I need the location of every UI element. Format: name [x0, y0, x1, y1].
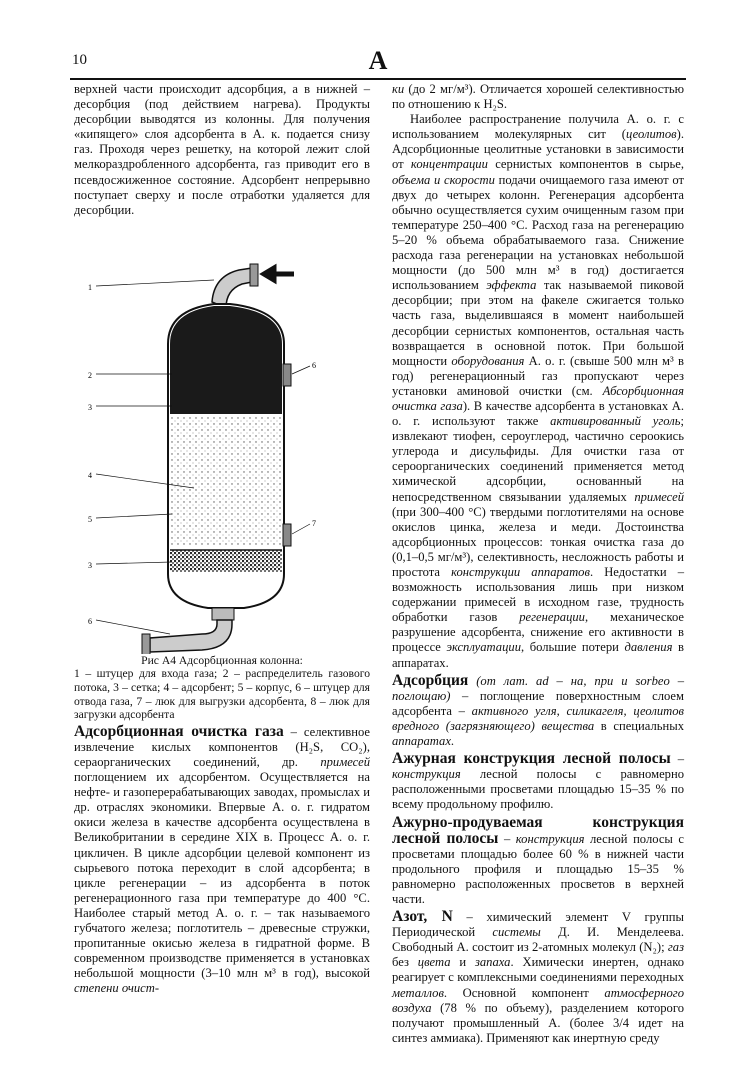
- italic-term: цвета: [417, 955, 451, 970]
- text-run: лесной полосы с равномерно расположенными просветами площадью 15–35 % по всему продольному профилю.: [392, 767, 684, 812]
- section-letter: А: [368, 46, 388, 75]
- text-run: (при 300–400 °С) твердыми поглотителями на основе окислов цинка, железа и меди. Достоинства адсорбционных процессов: тонкая очистка газа до (0,1–0,5 мг/м³), селективность, несложность работы и простота: [392, 504, 684, 579]
- headword: Азот, N: [392, 908, 453, 926]
- italic-term: системы: [492, 925, 541, 940]
- entry-blown-lattice-construction: [392, 815, 684, 908]
- italic-term: конструкция: [392, 767, 461, 782]
- outlet-pipe: [150, 620, 232, 652]
- text-run: –: [498, 831, 516, 846]
- left-column: [74, 82, 370, 997]
- italic-term: конструкции аппаратов: [451, 565, 590, 579]
- label-3-bottom: 3: [88, 560, 92, 570]
- entry-lattice-construction: [392, 751, 684, 812]
- text-run: лесной полосы с просветами площадью более 60 % в нижней части продольного профиля и площадью 15–35 % равномерно расположенных просветов в верхней части.: [392, 831, 684, 906]
- italic-term: газ: [667, 940, 684, 955]
- italic-term: ки: [392, 82, 405, 96]
- label-6-bottom: 6: [88, 616, 92, 626]
- italic-term: активного угля, силикагеля, цеолитов вредного (загрязняющего) вещества: [392, 703, 685, 733]
- text-run: в аппаратах.: [392, 640, 684, 670]
- italic-term: аппаратах: [392, 734, 451, 749]
- text-run: так называемой пиковой десорбции; при этом на факеле сжигается только часть газа, выделившаяся в момент наибольшей десорбции сернистых компонентов, остальная часть возвращается в основной поток. При большой мощности: [392, 278, 684, 368]
- distributor-zone: [170, 306, 282, 414]
- text-run: Д. И. Менделеева. Свободный А. состоит из 2-атомных молекул (N₂);: [392, 925, 684, 955]
- text-run: – поглощение поверхностным слоем адсорбента –: [392, 688, 684, 718]
- italic-term: атмосферного воздуха: [392, 985, 684, 1015]
- italic-term: примесей: [320, 755, 370, 769]
- entry-nitrogen: [392, 909, 684, 1046]
- text-run: и: [450, 955, 475, 970]
- label-4: 4: [88, 470, 92, 480]
- label-5: 5: [88, 514, 92, 524]
- headword: Ажурная конструкция лесной полосы: [392, 750, 671, 768]
- text-run: Наиболее распространение получила А. о. г. с использованием молекулярных сит (: [392, 112, 684, 142]
- text-run: (78 % по объему), разделением которого получают промышленный А. (более 3/4 идет на синтез аммиака). Применяют как инертную среду: [392, 1000, 684, 1045]
- italic-term: эксплуатации: [446, 640, 521, 655]
- text-run: , большие потери: [521, 640, 625, 655]
- italic-term: давления: [624, 640, 673, 655]
- text-run: ; извлекают тиофен, сероуглерод, частично сероокись углерода и дисульфиды. Для очистки газа от сероорганических соединений применяется метод химической адсорбции, основанный на непосредственном связывании удаляемых: [392, 414, 684, 504]
- italic-term: степени очист-: [74, 981, 160, 996]
- label-7: 7: [312, 518, 316, 528]
- figure-caption: [74, 654, 370, 722]
- text-run: – селективное извлечение кислых компонентов (H₂S, CO₂), сераорганических соединений, др.: [74, 724, 370, 769]
- italic-term: объема и скорости: [392, 172, 495, 187]
- italic-term: примесей: [634, 489, 684, 504]
- text-run: сернистых компонентов в сырье,: [487, 157, 684, 172]
- unloading-hatch: [283, 524, 291, 546]
- text-run: ). Адсорбционные цеолитные установки в зависимости от: [392, 127, 684, 172]
- headword: Адсорбция: [392, 671, 469, 689]
- molecular-sieves-paragraph: [392, 112, 684, 670]
- label-1: 1: [88, 282, 92, 292]
- italic-term: Абсорбционная очистка газа: [392, 383, 684, 413]
- entry-adsorption-gas-cleaning: [74, 724, 370, 997]
- italic-term: (от лат. ad – на, при и sorbeo – поглощаю): [392, 673, 684, 703]
- loading-hatch: [283, 364, 291, 386]
- entry-adsorption: [392, 673, 684, 749]
- mesh-grid: [170, 550, 282, 572]
- italic-term: концентрации: [410, 157, 488, 172]
- italic-term: металлов: [392, 985, 444, 1000]
- adsorption-column-figure: [74, 224, 370, 654]
- text-run: . Химически инертен, однако реагирует с комплексными соединениями переходных: [392, 955, 684, 985]
- running-header: [70, 44, 686, 80]
- text-run: поглощением их адсорбентом. Осуществляется на нефте- и газоперерабатывающих заводах, промыслах и др. отраслях экономики. Впервые А. о. г. гидратом окиси железа в качестве адсорбента осуществлена в Великобритании в середине XIX в. Процесс А. о. г. цикличен. В цикле адсорбции целевой компонент из сырьевого потока переходит в слой адсорбента; в цикле регенерации – из адсорбента в поток регенерационного газа при температуре до 400 °С. Наиболее старый метод А. о. г. – так называемого губчатого железа; поглотитель – древесные стружки, пропитанные окисью железа в гидратной форме. В современном производстве применяется в установках небольшой мощности (3–10 млн м³ в год), высокой: [74, 770, 370, 981]
- headword: Адсорбционная очистка газа: [74, 722, 284, 740]
- text-run: подачи очищаемого газа имеют от двух до четырех колонн. Регенерация адсорбента обычно осуществляется сухим очищенным газом при температуре 250–400 °С. Расход газа на регенерацию 5–20 % объема обрабатываемого газа. Снижение расхода газа регенерации на установках небольшой мощности (до 500 млн м³ в год) достигается использованием: [392, 172, 684, 293]
- italic-term: конструкция: [515, 831, 585, 846]
- figure-legend: 1 – штуцер для входа газа; 2 – распределитель газового потока, 3 – сетка; 4 – адсорбент; 5 – корпус, 6 – штуцер для отвода газа, 7 – люк для выгрузки адсорбента, 8 – люк для загрузки адсорбента: [74, 667, 370, 722]
- text-run: без: [392, 955, 418, 970]
- continued-paragraph: [392, 82, 684, 112]
- text-run: ). В качестве адсорбента в установках А. о. г. используют также: [392, 398, 684, 429]
- text-run: –: [670, 752, 684, 767]
- text-run: (до 2 мг/м³). Отличается хорошей селективностью по отношению к H₂S.: [392, 82, 684, 112]
- text-run: , механическое разрушение адсорбента, снижение его активности в процессе: [392, 610, 684, 655]
- headword: Ажурно-продуваемая конструкция лесной полосы: [392, 813, 684, 847]
- figure-title: Рис А4 Адсорбционная колонна:: [141, 653, 303, 667]
- right-column: [392, 82, 684, 1046]
- column-diagram: [74, 224, 370, 654]
- italic-term: регенерации: [519, 610, 585, 625]
- text-run: .: [450, 734, 455, 749]
- text-run: . Недостатки – возможность использования лишь при низком содержании примесей в исходном газе, трудность обработки газов: [392, 565, 685, 625]
- label-3: 3: [88, 402, 92, 412]
- label-6-top: 6: [312, 360, 316, 370]
- page-number: 10: [72, 52, 87, 68]
- text-run: . Основной компонент: [443, 985, 605, 1000]
- inlet-pipe: [212, 268, 252, 308]
- text-run: в специальных: [594, 718, 685, 733]
- intro-paragraph: верхней части происходит адсорбция, а в нижней – десорбция (под действием нагрева). Продукты десорбции выводятся из колонны. Для получения «кипящего» слоя адсорбента в А. к. подается снизу газ. Проходя через решетку, на которой лежит слой мелкораздробленного адсорбента, газ приводит его в псевдосжиженное состояние. Адсорбент непрерывно поступает сверху и после отработки удаляется для десорбции.: [74, 82, 370, 217]
- inflow-arrow: [264, 268, 294, 280]
- italic-term: запаха: [474, 955, 511, 970]
- italic-term: активированный уголь: [550, 414, 681, 429]
- italic-term: эффекта: [486, 278, 537, 293]
- italic-term: цеолитов: [625, 127, 677, 142]
- adsorbent-bed: [170, 416, 282, 546]
- italic-term: оборудования: [451, 353, 525, 368]
- label-2: 2: [88, 370, 92, 380]
- text-run: А. о. г. (свыше 500 млн м³ в год) регенерационный газ пропускают через установки аминовой очистки (см.: [392, 353, 684, 398]
- text-run: – химический элемент V группы Периодической: [392, 910, 684, 940]
